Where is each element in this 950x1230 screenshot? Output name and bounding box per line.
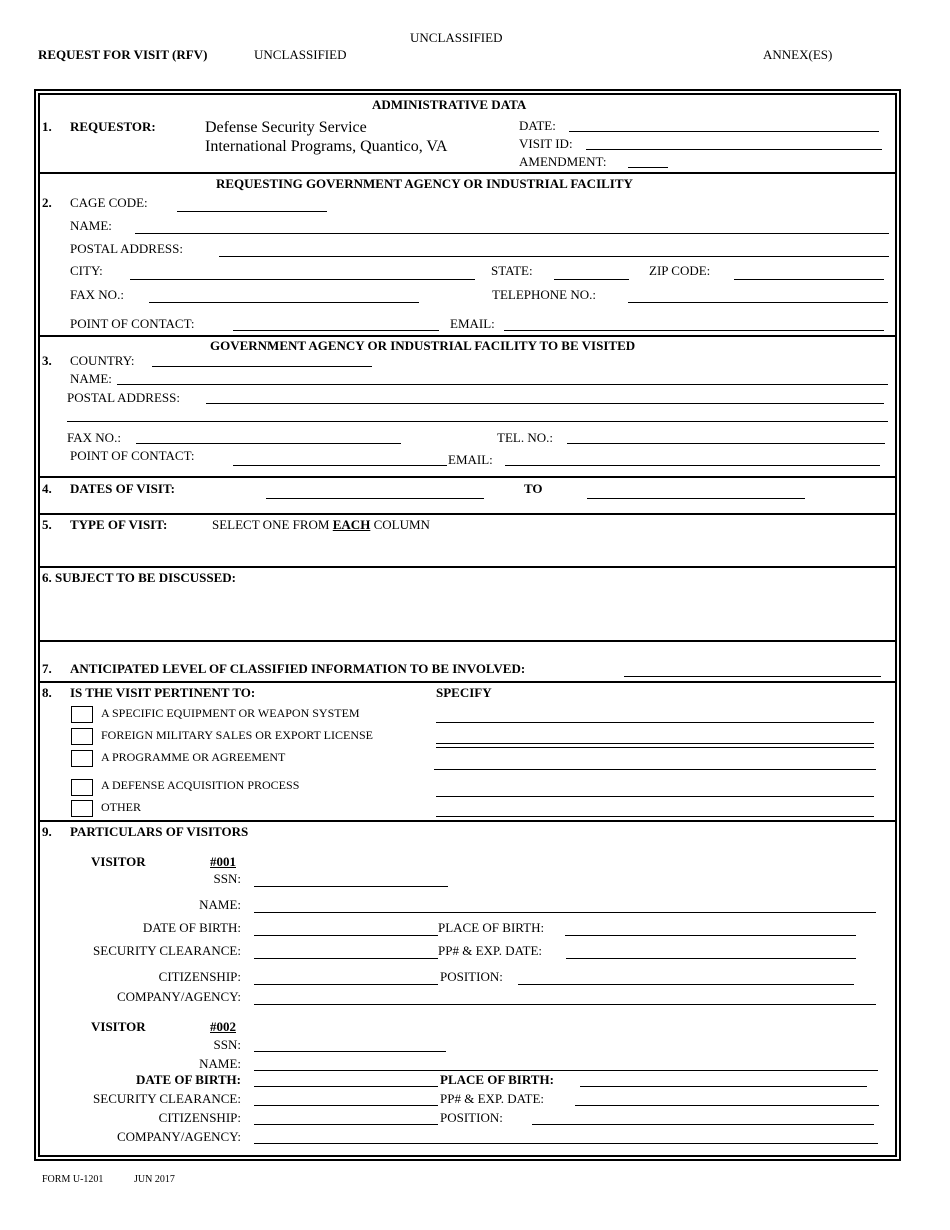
- visit-name-field[interactable]: [117, 384, 888, 385]
- subject-label: 6. SUBJECT TO BE DISCUSSED:: [42, 570, 236, 585]
- visitor2-pp-field[interactable]: [575, 1105, 879, 1106]
- cage-code-field[interactable]: [177, 211, 327, 212]
- to-label: TO: [524, 481, 543, 496]
- instr-each: EACH: [332, 517, 371, 532]
- visitor1-pp-field[interactable]: [566, 958, 856, 959]
- requestor-line1: Defense Security Service: [205, 119, 367, 136]
- option-acquisition-checkbox[interactable]: [71, 779, 93, 796]
- requestor-line2: International Programs, Quantico, VA: [205, 138, 448, 155]
- instr-post: COLUMN: [373, 517, 430, 532]
- visitor1-company-field[interactable]: [254, 1004, 876, 1005]
- visitor1-citizenship-label: CITIZENSHIP:: [158, 969, 241, 984]
- visitor1-pob-field[interactable]: [565, 935, 856, 936]
- req-telephone-field[interactable]: [628, 302, 888, 303]
- section9-number: 9.: [42, 824, 52, 839]
- visitor2-citizenship-field[interactable]: [254, 1124, 438, 1125]
- visitor1-pob-label: PLACE OF BIRTH:: [438, 920, 545, 935]
- visit-start-date-field[interactable]: [266, 498, 484, 499]
- option-programme-checkbox[interactable]: [71, 750, 93, 767]
- specify-label: SPECIFY: [436, 685, 492, 700]
- visit-postal-field-2[interactable]: [67, 421, 888, 422]
- option-fms-checkbox[interactable]: [71, 728, 93, 745]
- visitor2-citizenship-label: CITIZENSHIP:: [158, 1110, 241, 1125]
- visit-poc-field[interactable]: [233, 465, 447, 466]
- visitor2-company-field[interactable]: [254, 1143, 878, 1144]
- option-weapon-system-checkbox[interactable]: [71, 706, 93, 723]
- section-divider: [38, 513, 897, 515]
- section5-number: 5.: [42, 517, 52, 532]
- visitor2-name-label: NAME:: [199, 1056, 241, 1071]
- visitor2-pp-label: PP# & EXP. DATE:: [440, 1091, 545, 1106]
- section-divider: [38, 172, 897, 174]
- visitor1-position-label: POSITION:: [440, 969, 503, 984]
- visit-postal-field[interactable]: [206, 403, 884, 404]
- date-label: DATE:: [519, 118, 556, 133]
- section-divider: [38, 335, 897, 337]
- visit-fax-label: FAX NO.:: [67, 430, 121, 445]
- req-zip-label: ZIP CODE:: [649, 263, 711, 278]
- requestor-label: REQUESTOR:: [70, 119, 156, 134]
- option-fms-label: FOREIGN MILITARY SALES OR EXPORT LICENSE: [101, 728, 373, 742]
- req-fax-field[interactable]: [149, 302, 419, 303]
- visitor2-number: #002: [210, 1019, 236, 1034]
- visitor1-ssn-label: SSN:: [213, 871, 241, 886]
- section1-number: 1.: [42, 119, 52, 134]
- section2-number: 2.: [42, 195, 52, 210]
- option-other-checkbox[interactable]: [71, 800, 93, 817]
- req-telephone-label: TELEPHONE NO.:: [492, 287, 596, 302]
- visitor1-clearance-field[interactable]: [254, 958, 438, 959]
- country-label: COUNTRY:: [70, 353, 135, 368]
- req-fax-label: FAX NO.:: [70, 287, 124, 302]
- section-divider: [38, 566, 897, 568]
- visitor1-dob-label: DATE OF BIRTH:: [142, 920, 241, 935]
- option-other-label: OTHER: [101, 800, 141, 814]
- form-title: REQUEST FOR VISIT (RFV): [38, 47, 208, 62]
- visitor1-position-field[interactable]: [518, 984, 854, 985]
- section8-number: 8.: [42, 685, 52, 700]
- classified-level-label: ANTICIPATED LEVEL OF CLASSIFIED INFORMATION TO BE INVOLVED:: [70, 661, 526, 676]
- section1-heading: ADMINISTRATIVE DATA: [372, 97, 527, 112]
- visitor1-citizenship-field[interactable]: [254, 984, 438, 985]
- req-poc-label: POINT OF CONTACT:: [70, 316, 195, 331]
- visit-id-field[interactable]: [586, 149, 882, 150]
- specify-field-2b: [436, 747, 874, 748]
- specify-field-4[interactable]: [436, 796, 874, 797]
- req-zip-field[interactable]: [734, 279, 884, 280]
- form-date: JUN 2017: [134, 1174, 175, 1185]
- visitor2-company-label: COMPANY/AGENCY:: [116, 1129, 241, 1144]
- visit-tel-field[interactable]: [567, 443, 885, 444]
- section3-number: 3.: [42, 353, 52, 368]
- visitor2-position-field[interactable]: [532, 1124, 874, 1125]
- amendment-label: AMENDMENT:: [519, 154, 607, 169]
- req-poc-field[interactable]: [233, 330, 439, 331]
- option-programme-label: A PROGRAMME OR AGREEMENT: [101, 750, 286, 764]
- classified-level-field[interactable]: [624, 676, 881, 677]
- type-of-visit-label: TYPE OF VISIT:: [70, 517, 168, 532]
- specify-field-2[interactable]: [436, 743, 874, 744]
- visit-name-label: NAME:: [70, 371, 112, 386]
- visit-fax-field[interactable]: [136, 443, 401, 444]
- visitor2-position-label: POSITION:: [440, 1110, 503, 1125]
- classification-label: UNCLASSIFIED: [254, 47, 347, 62]
- visit-email-field[interactable]: [505, 465, 880, 466]
- visitor2-pob-field[interactable]: [580, 1086, 867, 1087]
- visitor1-ssn-field[interactable]: [254, 886, 448, 887]
- cage-code-label: CAGE CODE:: [70, 195, 148, 210]
- section-divider: [38, 476, 897, 478]
- instr-pre: SELECT ONE FROM: [212, 517, 330, 532]
- amendment-field[interactable]: [628, 167, 668, 168]
- visitor1-pp-label: PP# & EXP. DATE:: [438, 943, 543, 958]
- section3-heading: GOVERNMENT AGENCY OR INDUSTRIAL FACILITY TO BE VISITED: [210, 338, 636, 353]
- visitor2-name-field[interactable]: [254, 1070, 878, 1071]
- visitor1-name-label: NAME:: [199, 897, 241, 912]
- visitor2-dob-field[interactable]: [254, 1086, 438, 1087]
- visit-email-label: EMAIL:: [448, 452, 493, 467]
- section2-heading: REQUESTING GOVERNMENT AGENCY OR INDUSTRIAL FACILITY: [216, 176, 633, 191]
- req-state-field[interactable]: [554, 279, 629, 280]
- specify-field-1[interactable]: [436, 722, 874, 723]
- visitor1-name-field[interactable]: [254, 912, 876, 913]
- visitors-label: PARTICULARS OF VISITORS: [70, 824, 249, 839]
- visit-poc-label: POINT OF CONTACT:: [70, 448, 195, 463]
- req-email-label: EMAIL:: [450, 316, 495, 331]
- visitor2-ssn-field[interactable]: [254, 1051, 446, 1052]
- req-postal-field[interactable]: [219, 256, 889, 257]
- form-number: FORM U-1201: [42, 1174, 104, 1185]
- section-divider: [38, 681, 897, 683]
- option-weapon-system-label: A SPECIFIC EQUIPMENT OR WEAPON SYSTEM: [101, 706, 360, 720]
- req-state-label: STATE:: [491, 263, 533, 278]
- visitor1-number: #001: [210, 854, 236, 869]
- visitor1-clearance-label: SECURITY CLEARANCE:: [93, 943, 241, 958]
- type-of-visit-instruction: [212, 518, 430, 531]
- country-field[interactable]: [152, 366, 372, 367]
- visit-end-date-field[interactable]: [587, 498, 805, 499]
- visitor1-dob-field[interactable]: [254, 935, 438, 936]
- visitor1-company-label: COMPANY/AGENCY:: [116, 989, 241, 1004]
- req-email-field[interactable]: [504, 330, 884, 331]
- visitor2-clearance-field[interactable]: [254, 1105, 438, 1106]
- visitor2-label: VISITOR: [91, 1019, 146, 1034]
- req-name-field[interactable]: [135, 233, 889, 234]
- section-divider: [38, 820, 897, 822]
- specify-field-5[interactable]: [436, 816, 874, 817]
- visitor2-pob-label: PLACE OF BIRTH:: [440, 1072, 554, 1087]
- specify-field-3[interactable]: [434, 769, 876, 770]
- visit-tel-label: TEL. NO.:: [497, 430, 553, 445]
- visit-postal-label: POSTAL ADDRESS:: [67, 390, 180, 405]
- visitor2-dob-label: DATE OF BIRTH:: [136, 1072, 241, 1087]
- annex-label: ANNEX(ES): [763, 47, 833, 62]
- visitor1-label: VISITOR: [91, 854, 146, 869]
- pertinent-label: IS THE VISIT PERTINENT TO:: [70, 685, 256, 700]
- section-divider: [38, 640, 897, 642]
- date-field[interactable]: [569, 131, 879, 132]
- section4-number: 4.: [42, 481, 52, 496]
- visit-id-label: VISIT ID:: [519, 136, 573, 151]
- req-postal-label: POSTAL ADDRESS:: [70, 241, 183, 256]
- visitor2-clearance-label: SECURITY CLEARANCE:: [93, 1091, 241, 1106]
- section7-number: 7.: [42, 661, 52, 676]
- req-city-field[interactable]: [130, 279, 475, 280]
- req-city-label: CITY:: [70, 263, 103, 278]
- classification-top: UNCLASSIFIED: [410, 30, 503, 45]
- dates-of-visit-label: DATES OF VISIT:: [70, 481, 175, 496]
- option-acquisition-label: A DEFENSE ACQUISITION PROCESS: [101, 778, 300, 792]
- req-name-label: NAME:: [70, 218, 112, 233]
- visitor2-ssn-label: SSN:: [213, 1037, 241, 1052]
